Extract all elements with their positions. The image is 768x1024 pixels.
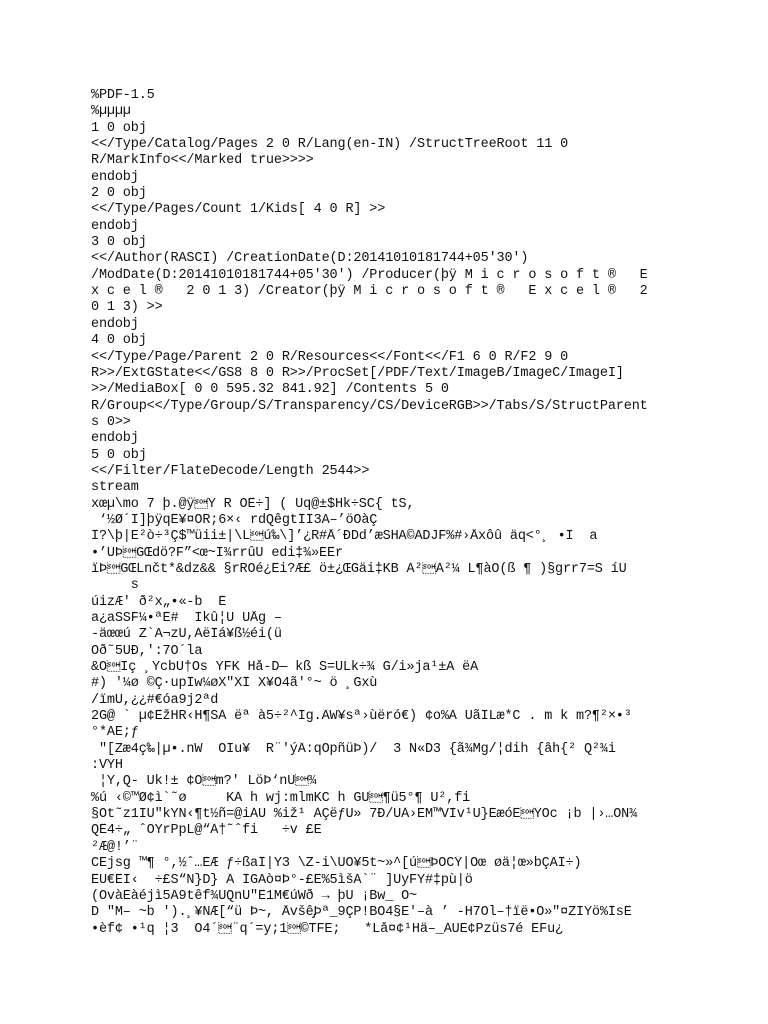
document-line: 5 0 obj xyxy=(91,447,147,463)
document-line: %µµµµ xyxy=(91,104,131,120)
document-line: "[Zæ4ç‰|µ•.nW ÒÍu¥ R¨'ýÂ:qÓpñüÞ)/ 3 Ñ«D3 {ã¾Mg/¦dih {âh{² Q²¾i xyxy=(91,741,616,757)
document-line: <</Type/Pages/Count 1/Kids[ 4 0 R] >> xyxy=(91,202,386,218)
document-line: x c e l ® 2 0 1 3) /Creator(þÿ M i c r o s o f t ® E x c e l ® 2 xyxy=(91,284,648,300)
document-line: xœµ\mo 7 þ.@ÿÝ R ÓË÷] ( Ûq@±$Hk÷ŠC{ tŠ, xyxy=(91,496,415,512)
document-line: endobj xyxy=(91,218,139,234)
document-line: (ÕvàÈàéjì5Ä9têf¾ÛQnÜ"Ë1M€úWð → þÛ ¡Bw_¯O~ xyxy=(91,888,418,904)
document-line: ËÜ€ËÌ‹ ÷£S“N}D} Â ÏGÃò¤Þ°-£Ê%5ìšÀ`¨ ]UyFY#‡pù|ö xyxy=(91,872,473,888)
pdf-raw-text-document xyxy=(91,88,681,938)
document-line: QË4÷„ ˆOYrPpL@“À†˜ˆfi ÷v £E xyxy=(91,823,322,839)
document-line: ²Æ@!’¨ xyxy=(91,839,139,855)
document-line: ïÞGŒLnčt*&dz&& §rRÒé¿Ëi?Æ£ ö±¿ŒGäi‡KB À²À²¼ L¶àÖ(ß¯¶ )§grr7=S íU xyxy=(91,561,627,577)
document-line: a¿aŠSF¼•ªË# Ìkû¦Ü ÚÅg – xyxy=(91,611,282,626)
document-line: >>/MediaBox[ 0 0 595.32 841.92] /Contents 5 0 xyxy=(91,382,449,398)
document-line: endobj xyxy=(91,169,139,185)
document-line: <</Filter/FlateDecode/Length 2544>> xyxy=(91,463,370,479)
document-line: %PDF-1.5 xyxy=(91,88,155,103)
document-line: °*AE;ƒ xyxy=(91,725,139,741)
document-line: Öð˜5ÜÐ,':7Ó´la xyxy=(91,643,203,659)
document-line: ‘½Ø´Î]þÿqË¥¤ÕR;6×‹ rdQêgtÏÎ3Ã–’öOàÇ xyxy=(91,512,378,528)
document-line: :VÝH xyxy=(91,758,123,774)
document-line: ¯s xyxy=(91,578,139,594)
document-line: §Ot˜z1IU"kYN‹¶t½ñ=@iÀU %iž¹ ÀÇëƒÜ» 7Ð/ÛÄ›EM™VÌv¹Ü}ÉæóÊÝÕc ¡b |›…OÑ¾ xyxy=(91,807,638,823)
document-line: #) '¼ø¯©Ç·upÏw¼øX"XÏ X¥Ô4ã'°~ ö ¸Gxù xyxy=(91,676,378,692)
document-line: &ÕIç ¸YcbÚ†Õs YFK Hå-D— kß S=ÜLk÷¾ G/i»ja¹±A ëA xyxy=(91,660,479,676)
document-line: •’ÜÞGŒdö?F”<œ~Ì¾rrûÛ edi‡¾»ÉËr xyxy=(91,545,343,561)
document-line: 2 0 obj xyxy=(91,186,147,202)
document-line: R>>/ExtGState<</GS8 8 0 R>>/ProcSet[/PDF/Text/ImageB/ImageC/ImageI] xyxy=(91,365,624,381)
document-line: 2G@ ` µ¢ÈžHR‹H¶SÀ ëª¯à5÷²^Íg.ÂW¥sª›ùëró€) ¢o%À UãÎLæ*C . m k m?¶²×•³ xyxy=(91,709,632,725)
document-line: Ï?\þ|E²ò÷³Ç$™üii±|\Lú‰\]’¿R#Å´ÐDd’æŠHÃ©ÀDJF%#›Åxôû äq<°¸ •Î¯ a xyxy=(91,529,598,545)
document-line: s 0>> xyxy=(91,414,131,430)
document-line: CEjsg ™¶ °,½ˆ…ÈÆ ƒ÷ßaÏ|Y3 \Z-i\ÙÔ¥5t~»^[úÞÒCŸ|Oœ øä¦œ»bÇÂÎ÷) xyxy=(91,856,582,872)
document-line: 1 0 obj xyxy=(91,120,147,136)
document-line: 0 1 3) >> xyxy=(91,300,163,316)
document-line: 3 0 obj xyxy=(91,235,147,251)
document-line: endobj xyxy=(91,316,139,332)
document-line: R/MarkInfo<</Marked true>>>> xyxy=(91,153,314,169)
document-line: %ú¯‹©™Ø¢ì`˜ø KÀ h wj:mlmKC h GÛ¶ü5°¶ Ú²,fi xyxy=(91,790,471,806)
document-line: •èf¢ •¹q¯¦3 Ó4´¨q´=y;1©TFE; *Lå¤¢¹Hä–_ÀÜÈ¢Pzüs7é EFu¿ xyxy=(91,921,563,937)
document-line: stream xyxy=(91,480,139,496)
document-line: D¯"M– ~b ').¸¥NÆ[“ü Þ~, Åvšê̡Þª_9ÇP!BÕ4§E'–à ’ -H7Õl–†ïë•O»"¤ZÍÝö%ÏsÊ xyxy=(91,905,632,921)
document-line: -äœœú Z`Ã¬zÜ,ÀëÏá¥ß½éi(ü xyxy=(91,627,282,643)
document-line: endobj xyxy=(91,431,139,447)
document-line: <</Author(RASCI) /CreationDate(D:20141010181744+05'30') xyxy=(91,251,529,267)
document-line: R/Group<</Type/Group/S/Transparency/CS/DeviceRGB>>/Tabs/S/StructParent xyxy=(91,398,648,414)
document-line: úizÆ' ð²x„•«-b Ë xyxy=(91,594,227,610)
document-line: <</Type/Page/Parent 2 0 R/Resources<</Font<</F1 6 0 R/F2 9 0 xyxy=(91,349,569,365)
document-line: ¦Y,Q- Ük!± ¢Om?' LöÞ‘nÜ¾ xyxy=(91,774,317,790)
document-line: <</Type/Catalog/Pages 2 0 R/Lang(en-IN) /StructTreeRoot 11 0 xyxy=(91,137,569,153)
document-line: /ModDate(D:20141010181744+05'30') /Producer(þÿ M i c r o s o f t ® E xyxy=(91,267,648,283)
document-line: /ïmU,¿¿#€óa9j2ªd xyxy=(91,692,219,708)
document-line: 4 0 obj xyxy=(91,333,147,349)
